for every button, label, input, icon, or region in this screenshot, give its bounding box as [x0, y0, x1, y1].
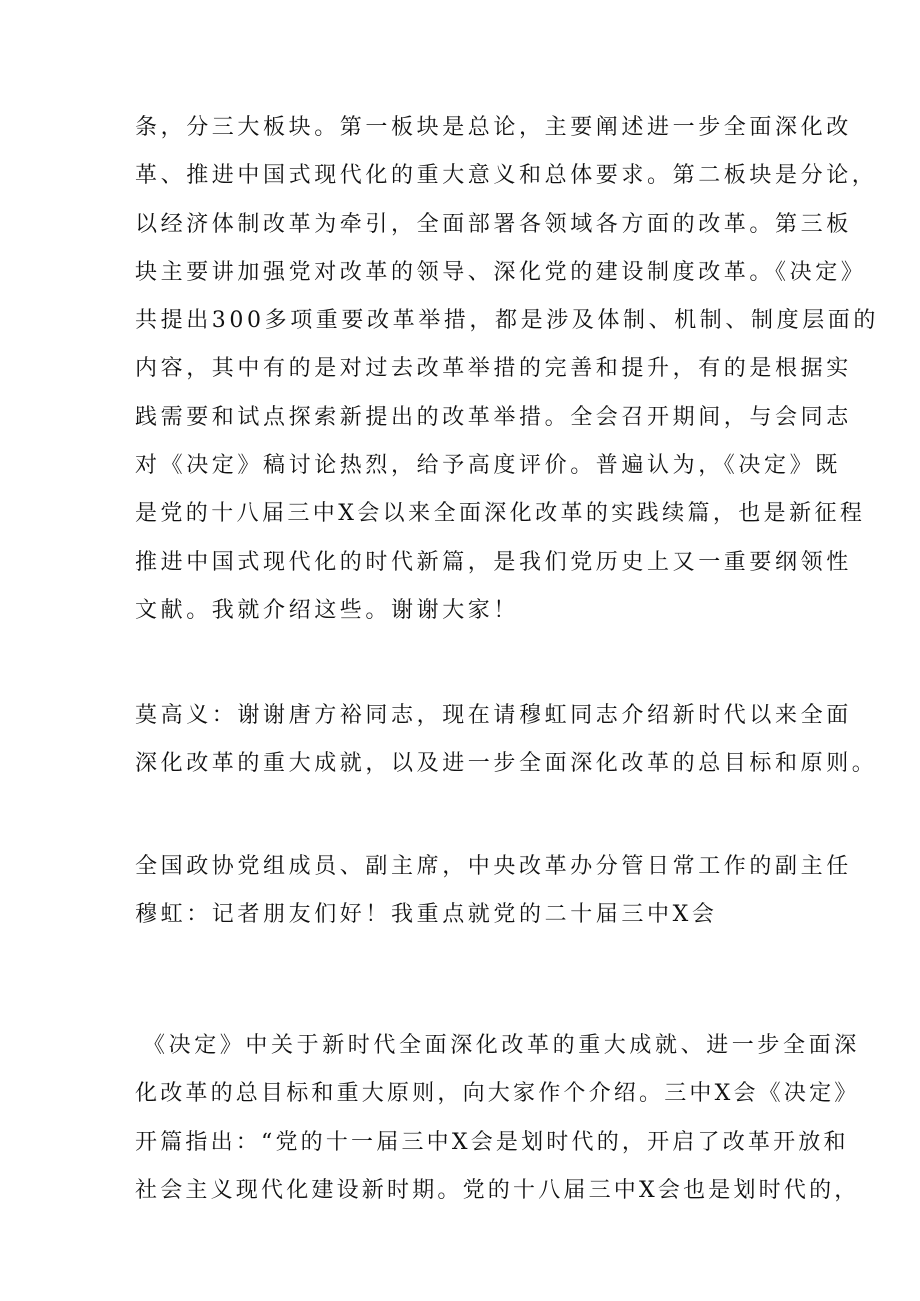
text-line: 对《决定》稿讨论热烈，给予高度评价。普遍认为，《决定》既 [135, 453, 841, 479]
text-line: 深化改革的重大成就，以及进一步全面深化改革的总目标和原则。 [135, 751, 878, 777]
paragraph-2 [135, 692, 878, 789]
text-line: 文献。我就介绍这些。谢谢大家！ [135, 597, 520, 623]
text-line: 革、推进中国式现代化的重大意义和总体要求。第二板块是分论， [135, 163, 878, 189]
text-line: 以经济体制改革为牵引，全面部署各领域各方面的改革。第三板 [135, 211, 852, 237]
text-line: 推进中国式现代化的时代新篇，是我们党历史上又一重要纲领性 [135, 549, 852, 575]
text-line: 条，分三大板块。第一板块是总论，主要阐述进一步全面深化改 [135, 115, 852, 140]
text-line: 穆虹：记者朋友们好！我重点就党的二十届三中X会 [135, 902, 718, 928]
paragraph-1 [135, 104, 879, 635]
text-line: 内容，其中有的是对过去改革举措的完善和提升，有的是根据实 [135, 356, 852, 382]
paragraph-4 [135, 1022, 860, 1215]
text-line: 块主要讲加强党对改革的领导、深化党的建设制度改革。《决定》 [135, 259, 867, 285]
text-line: 践需要和试点探索新提出的改革举措。全会召开期间，与会同志 [135, 404, 852, 430]
text-line: 共提出300多项重要改革举措，都是涉及体制、机制、制度层面的 [135, 308, 879, 334]
text-line: 化改革的总目标和重大原则，向大家作个介绍。三中X会《决定》 [135, 1081, 860, 1107]
text-line: 全国政协党组成员、副主席，中央改革办分管日常工作的副主任 [135, 854, 852, 879]
text-line: 是党的十八届三中X会以来全面深化改革的实践续篇，也是新征程 [135, 501, 866, 527]
paragraph-3 [135, 843, 852, 940]
text-line: 莫高义：谢谢唐方裕同志，现在请穆虹同志介绍新时代以来全面 [135, 703, 852, 728]
text-line: 社会主义现代化建设新时期。党的十八届三中X会也是划时代的， [135, 1177, 860, 1203]
text-line: 《决定》中关于新时代全面深化改革的重大成就、进一步全面深 [143, 1033, 860, 1058]
text-line: 开篇指出：“党的十一届三中X会是划时代的，开启了改革开放和 [135, 1129, 849, 1155]
